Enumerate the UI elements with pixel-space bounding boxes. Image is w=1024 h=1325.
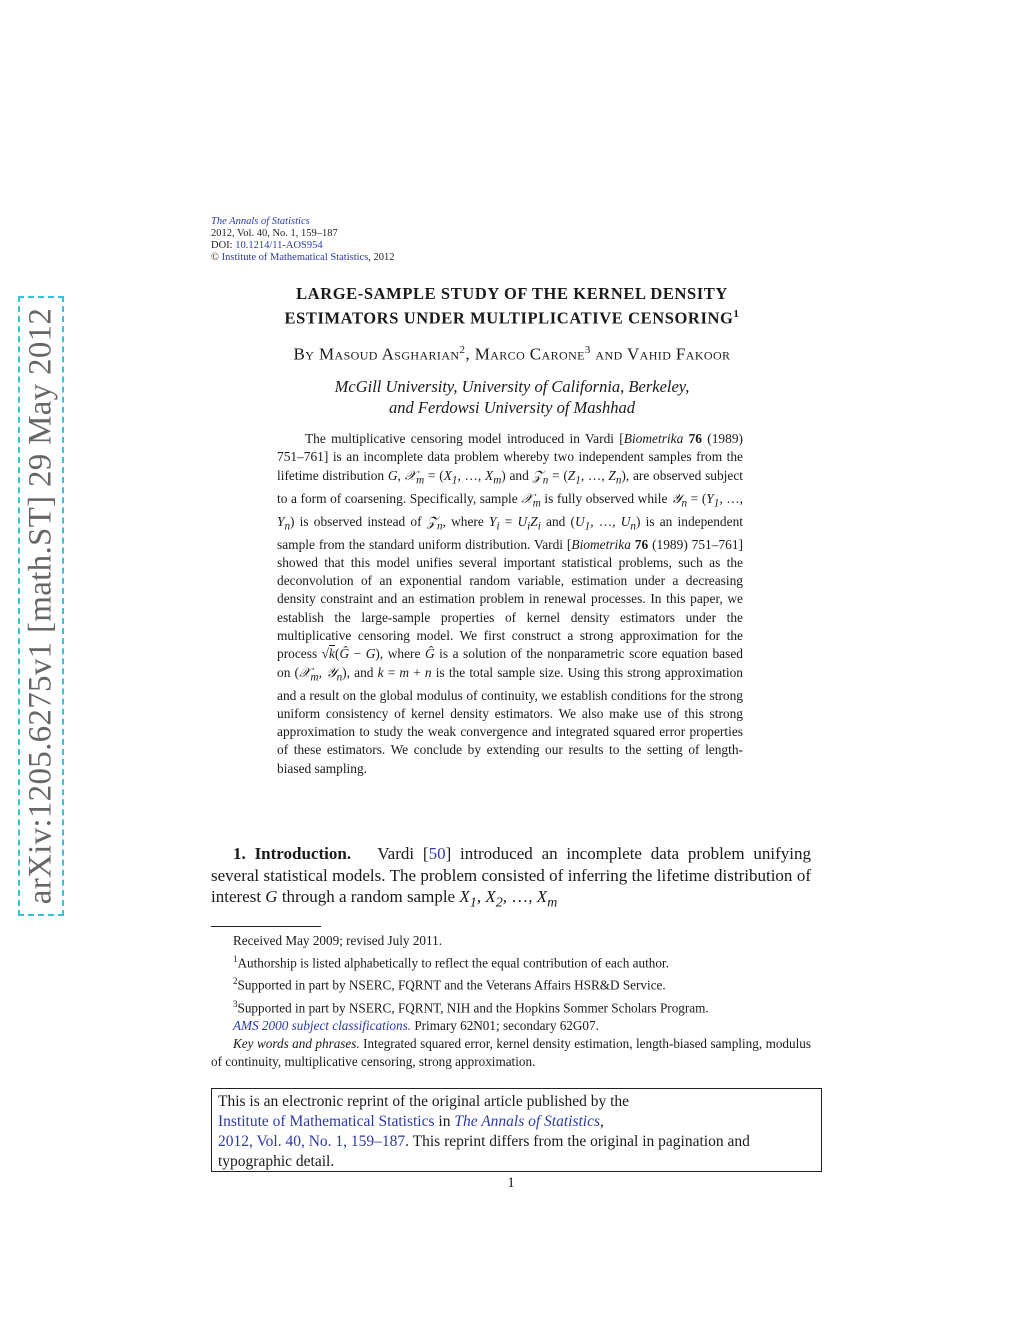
journal-volume: 2012, Vol. 40, No. 1, 159–187 bbox=[211, 228, 338, 239]
abstract-text: is the total sample size. Using this strong approximation and a result on the global modulus of continuity, we establish conditions for the strong uniform consistency of kernel density estimators. We also make use of this strong approximation to study the weak convergence and integrated squared error properties of these estimators. We conclude by extending our results to the setting of length-biased sampling. bbox=[277, 664, 743, 776]
author-mark: 3 bbox=[584, 344, 591, 356]
affiliation-line: and Ferdowsi University of Mashhad bbox=[389, 398, 635, 417]
footnotes bbox=[211, 932, 811, 1071]
ams-codes: Primary 62N01; secondary 62G07. bbox=[411, 1018, 599, 1034]
keywords-text: Integrated squared error, kernel density estimation, length-biased sampling, modulus of continuity, multiplicative censoring, strong approximation. bbox=[211, 1036, 811, 1070]
footnote-text: Supported in part by NSERC, FQRNT, NIH and the Hopkins Sommer Scholars Program. bbox=[237, 1000, 709, 1016]
reprint-notice bbox=[211, 1088, 822, 1172]
affiliation-line: McGill University, University of California, Berkeley, bbox=[334, 377, 690, 396]
abstract-text: is a solution of the nonparametric score equation based on bbox=[277, 646, 743, 680]
publisher-link[interactable]: Institute of Mathematical Statistics bbox=[221, 252, 369, 263]
abstract-text: The multiplicative censoring model introduced in Vardi [ bbox=[305, 431, 624, 446]
doi-label: DOI: bbox=[211, 240, 236, 251]
arxiv-stamp[interactable] bbox=[18, 296, 64, 916]
author-name: Masoud Asgharian bbox=[319, 344, 460, 364]
abstract-text: , are observed subject to a form of coarsening. Specifically, sample bbox=[277, 467, 744, 506]
math-expression: 𝒵$_n$ bbox=[426, 513, 443, 533]
received-date: Received May 2009; revised July 2011. bbox=[233, 933, 443, 948]
math-expression: $Y_i = U_iZ_i$ bbox=[488, 513, 541, 533]
copyright-year: , 2012 bbox=[368, 252, 395, 263]
footnote-mark: 2 bbox=[233, 976, 238, 987]
publisher-link[interactable]: Institute of Mathematical Statistics bbox=[218, 1113, 435, 1130]
footnote bbox=[211, 950, 811, 972]
reprint-text: , bbox=[600, 1113, 604, 1130]
math-expression: G bbox=[387, 467, 398, 483]
journal-link[interactable]: The Annals of Statistics bbox=[454, 1113, 601, 1130]
author-mark: 2 bbox=[459, 344, 466, 356]
author-name: Marco Carone bbox=[474, 344, 585, 364]
footnote bbox=[211, 972, 811, 994]
abstract-text: , and bbox=[346, 664, 378, 680]
citation-volume: 76 bbox=[634, 536, 649, 552]
abstract-text: is observed instead of bbox=[294, 513, 427, 529]
abstract: The multiplicative censoring model introduced in Vardi [Biometrika 76 (1989) 751–761] is an incomplete data problem whereby two independent samples from the lifetime distribution G, 𝒳$_m$ = ($X_1$, …, $X_m$) and 𝒵$_n$ = ($Z_1$, …, $Z_n$), are observed subject to a form of coarsening. Specifically, sample 𝒳$_m$ is fully observed while 𝒴$_n$ = ($Y_1$, …, $Y_n$) is observed instead of 𝒵$_n$, where $Y_i = U_iZ_i$ and ($U_1$, …, $U_n$) is an independent sample from the standard uniform distribution. Vardi [Biometrika 76 (1989) 751–761] showed that this model unifies several important statistical problems, such as the deconvolution of an exponential random variable, estimation under a decreasing density constraint and an estimation problem in renewal processes. In this paper, we establish the large-sample properties of kernel density estimators under the multiplicative censoring model. We first construct a strong approximation for the process √k(Ĝ − G), where Ĝ is a solution of the nonparametric score equation based on (𝒳$_m$, 𝒴$_n$), and k = m + n is the total sample size. Using this strong approximation and a result on the global modulus of continuity, we establish conditions for the strong uniform consistency of kernel density estimators. We also make use of this strong approximation to study the weak convergence and integrated squared error properties of these estimators. We conclude by extending our results to the setting of length-biased sampling. bbox=[277, 431, 744, 776]
intro-text: Vardi [ bbox=[377, 844, 429, 863]
math-expression: $X_1$, $X_2$, …, $X_m$ bbox=[459, 887, 558, 911]
abstract-text: is an independent sample from the standard uniform distribution. Vardi [ bbox=[277, 513, 743, 552]
journal-name-link[interactable]: The Annals of Statistics bbox=[211, 216, 310, 227]
abstract-text: and bbox=[540, 513, 571, 529]
abstract-text: is fully observed while bbox=[540, 490, 672, 506]
abstract-text: (1989) 751–761] showed that this model unifies several important statistical problems, such as the deconvolution of an exponential random variable, estimation under a decreasing density constraint and an estimation problem in renewal processes. In this paper, we establish the large-sample properties of kernel density estimators under the multiplicative censoring model. We first construct a strong approximation for the process bbox=[277, 536, 743, 662]
math-expression: k = m + n bbox=[377, 664, 432, 680]
footnote-mark: 1 bbox=[233, 954, 238, 964]
footnote-mark: 3 bbox=[233, 998, 238, 1009]
abstract-text: , where bbox=[442, 513, 489, 529]
citation-link[interactable]: 2012, Vol. 40, No. 1, 159–187 bbox=[218, 1133, 406, 1150]
section-heading: 1. Introduction. bbox=[233, 844, 352, 863]
reprint-text: This is an electronic reprint of the original article published by the bbox=[218, 1093, 630, 1110]
keywords-label: Key words and phrases. bbox=[233, 1036, 360, 1052]
footnote-text: Authorship is listed alphabetically to reflect the equal contribution of each author. bbox=[237, 955, 669, 971]
introduction-section bbox=[211, 843, 811, 914]
citation-journal: Biometrika bbox=[571, 536, 631, 552]
citation-volume: 76 bbox=[688, 431, 702, 446]
page-number: 1 bbox=[507, 1175, 515, 1191]
math-expression: 𝒴$_n$ = ($Y_1$, …, $Y_n$) bbox=[277, 490, 743, 533]
title-footnote-mark: 1 bbox=[733, 308, 740, 320]
copyright-icon: © bbox=[211, 252, 219, 263]
abstract-text: (1989) 751–761] is an incomplete data problem whereby two independent samples from the lifetime distribution bbox=[277, 431, 743, 483]
title-line-1: LARGE-SAMPLE STUDY OF THE KERNEL DENSITY bbox=[296, 284, 728, 303]
by-label: By bbox=[293, 344, 320, 364]
citation-journal: Biometrika bbox=[623, 431, 684, 446]
author-list bbox=[211, 344, 813, 365]
math-expression: 𝒳$_m$ = ($X_1$, …, $X_m$) bbox=[404, 467, 506, 487]
footnote bbox=[211, 995, 811, 1017]
journal-header bbox=[211, 216, 395, 264]
math-expression: ($U_1$, …, $U_n$) bbox=[570, 513, 641, 533]
author-separator: and bbox=[590, 344, 627, 364]
keywords bbox=[211, 1035, 811, 1071]
abstract-text: , where bbox=[379, 646, 425, 662]
author-separator: , bbox=[465, 344, 475, 364]
math-expression: 𝒳$_m$ bbox=[521, 490, 541, 510]
math-expression: √k(Ĝ − G) bbox=[321, 646, 380, 662]
math-expression: Ĝ bbox=[424, 646, 435, 662]
math-expression: 𝒵$_n$ = ($Z_1$, …, $Z_n$) bbox=[532, 467, 626, 487]
ams-classification bbox=[211, 1017, 811, 1035]
paper-title bbox=[211, 283, 813, 329]
author-name: Vahid Fakoor bbox=[626, 344, 731, 364]
math-expression: (𝒳$_m$, 𝒴$_n$) bbox=[294, 664, 347, 684]
footnote-text: Supported in part by NSERC, FQRNT and the Veterans Affairs HSR&D Service. bbox=[237, 977, 666, 993]
reprint-text: in bbox=[434, 1113, 455, 1130]
intro-text: through a random sample bbox=[277, 887, 460, 906]
footnote-divider bbox=[211, 926, 321, 927]
intro-text: ] introduced an incomplete data problem unifying several statistical models. The problem consisted of inferring the lifetime distribution of interest bbox=[211, 844, 811, 906]
arxiv-id: arXiv:1205.6275v1 [math.ST] 29 May 2012 bbox=[22, 307, 59, 905]
citation-link[interactable]: 50 bbox=[428, 844, 446, 863]
ams-classification-link[interactable]: AMS 2000 subject classifications. bbox=[233, 1018, 412, 1034]
affiliations bbox=[211, 376, 813, 418]
math-expression: G bbox=[265, 887, 278, 906]
title-line-2: ESTIMATORS UNDER MULTIPLICATIVE CENSORING bbox=[284, 308, 734, 328]
doi-link[interactable]: 10.1214/11-AOS954 bbox=[235, 240, 323, 251]
reprint-text: . This reprint differs from the original in pagination and typographic detail. bbox=[218, 1133, 750, 1170]
